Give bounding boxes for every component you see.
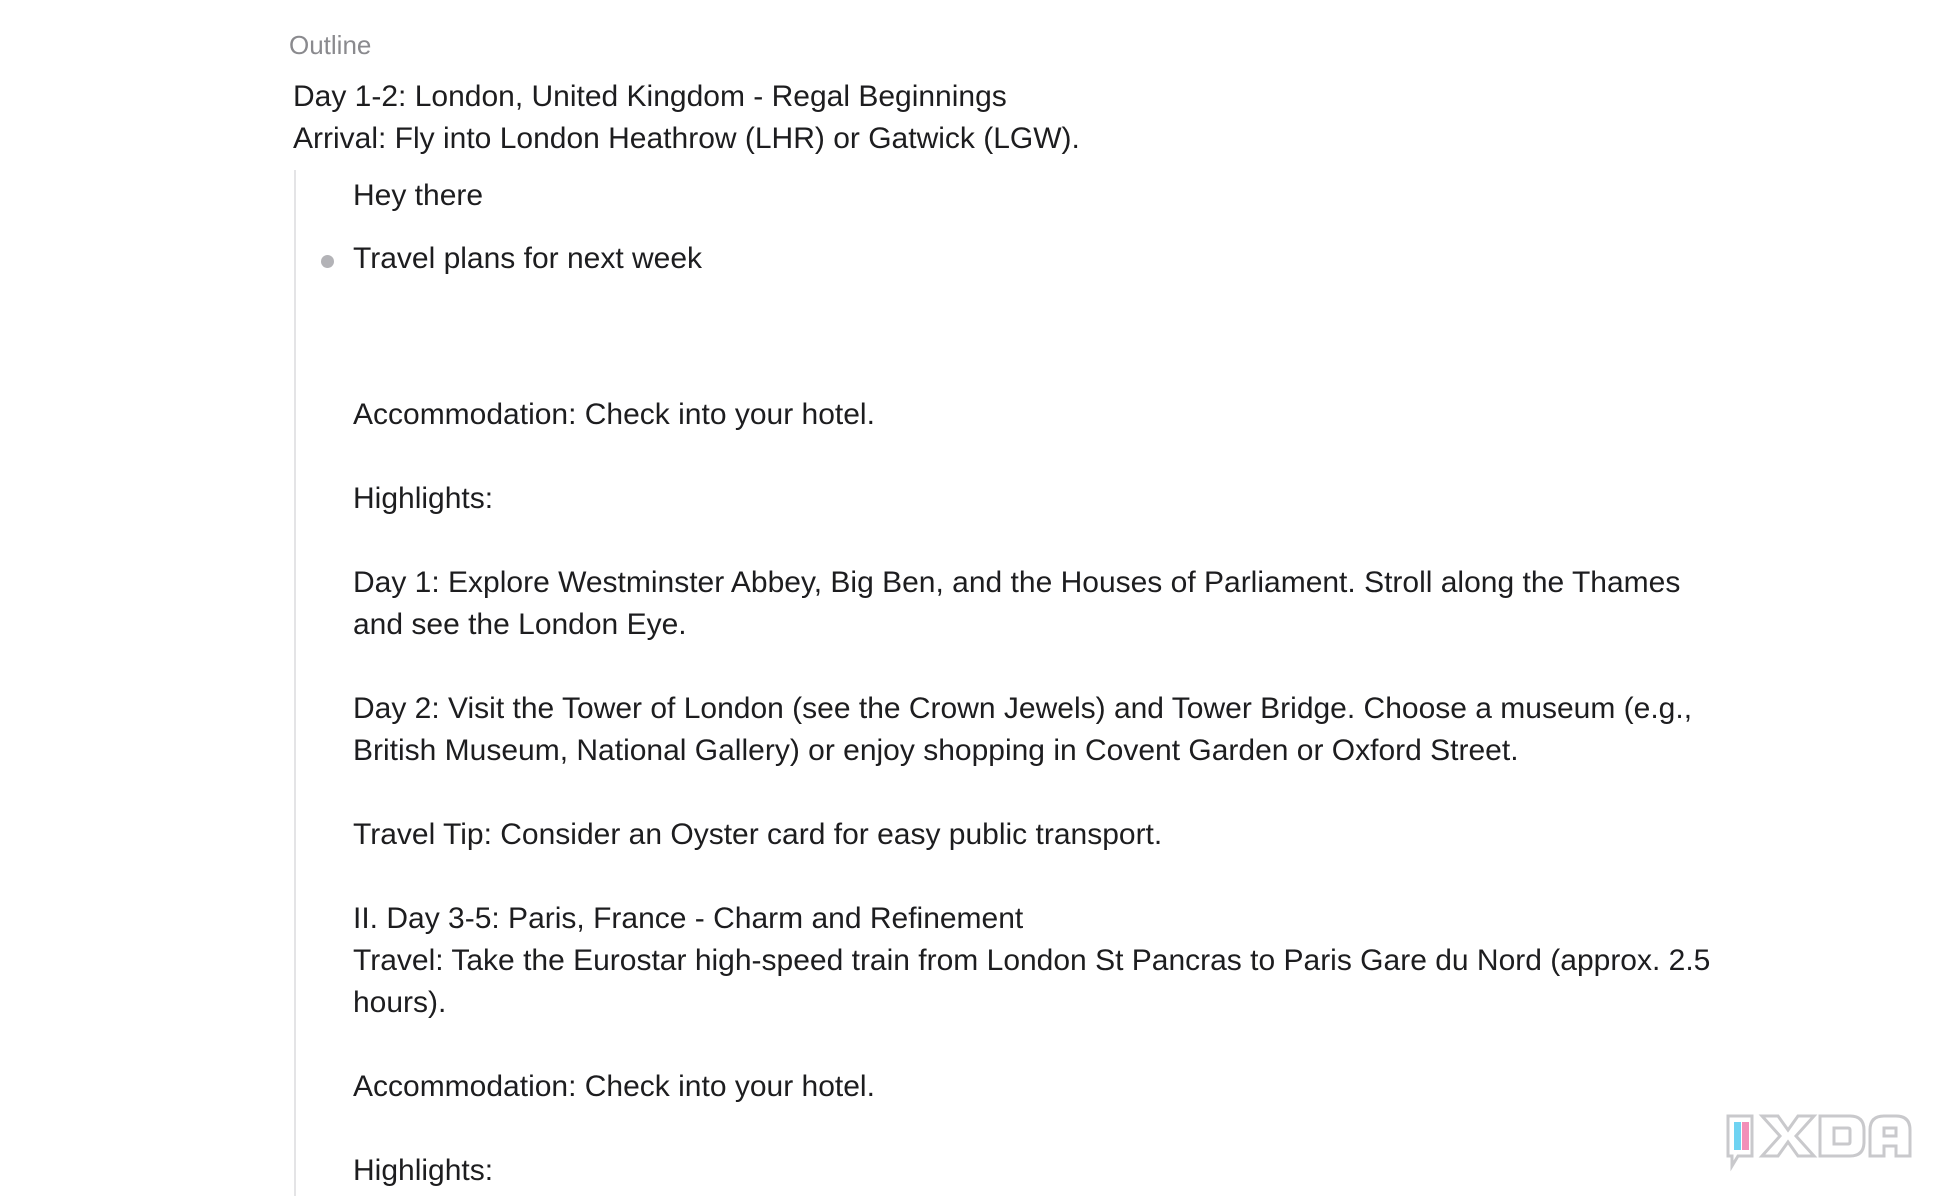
accommodation-text[interactable]: Accommodation: Check into your hotel. bbox=[353, 398, 875, 431]
day1-text[interactable]: Day 1: Explore Westminster Abbey, Big Ben, and the Houses of Parliament. Stroll along the Thames and see the London Eye. bbox=[353, 566, 1681, 641]
arrival-line[interactable]: Arrival: Fly into London Heathrow (LHR) or Gatwick (LGW). bbox=[293, 122, 1080, 155]
day2-text[interactable]: Day 2: Visit the Tower of London (see the Crown Jewels) and Tower Bridge. Choose a museum (e.g., British Museum, National Gallery) or enjoy shopping in Covent Garden or Oxford Street. bbox=[353, 692, 1693, 767]
title-line[interactable]: Day 1-2: London, United Kingdom - Regal Beginnings bbox=[293, 80, 1007, 113]
bullet-icon[interactable] bbox=[321, 255, 334, 268]
empty-space bbox=[353, 280, 1713, 394]
section2-travel-text[interactable]: Travel: Take the Eurostar high-speed train from London St Pancras to Paris Gare du Nord (approx. 2.5 hours). bbox=[353, 944, 1711, 1019]
highlights-heading-2[interactable]: Highlights: bbox=[353, 1154, 494, 1187]
indent-guide bbox=[294, 170, 296, 1196]
list-item-label: Travel plans for next week bbox=[353, 242, 703, 275]
outline-label: Outline bbox=[289, 30, 372, 60]
greeting-item[interactable]: Hey there bbox=[353, 179, 484, 212]
list-item[interactable] bbox=[353, 238, 1713, 280]
section2-title[interactable]: II. Day 3-5: Paris, France - Charm and Refinement bbox=[353, 902, 1024, 935]
highlights-heading[interactable]: Highlights: bbox=[353, 482, 494, 515]
outline-heading bbox=[293, 76, 1793, 160]
outline-body bbox=[353, 175, 1713, 1192]
travel-tip-text[interactable]: Travel Tip: Consider an Oyster card for easy public transport. bbox=[353, 818, 1163, 851]
accommodation-text-2[interactable]: Accommodation: Check into your hotel. bbox=[353, 1070, 875, 1103]
xda-logo-icon bbox=[1718, 1098, 1920, 1172]
